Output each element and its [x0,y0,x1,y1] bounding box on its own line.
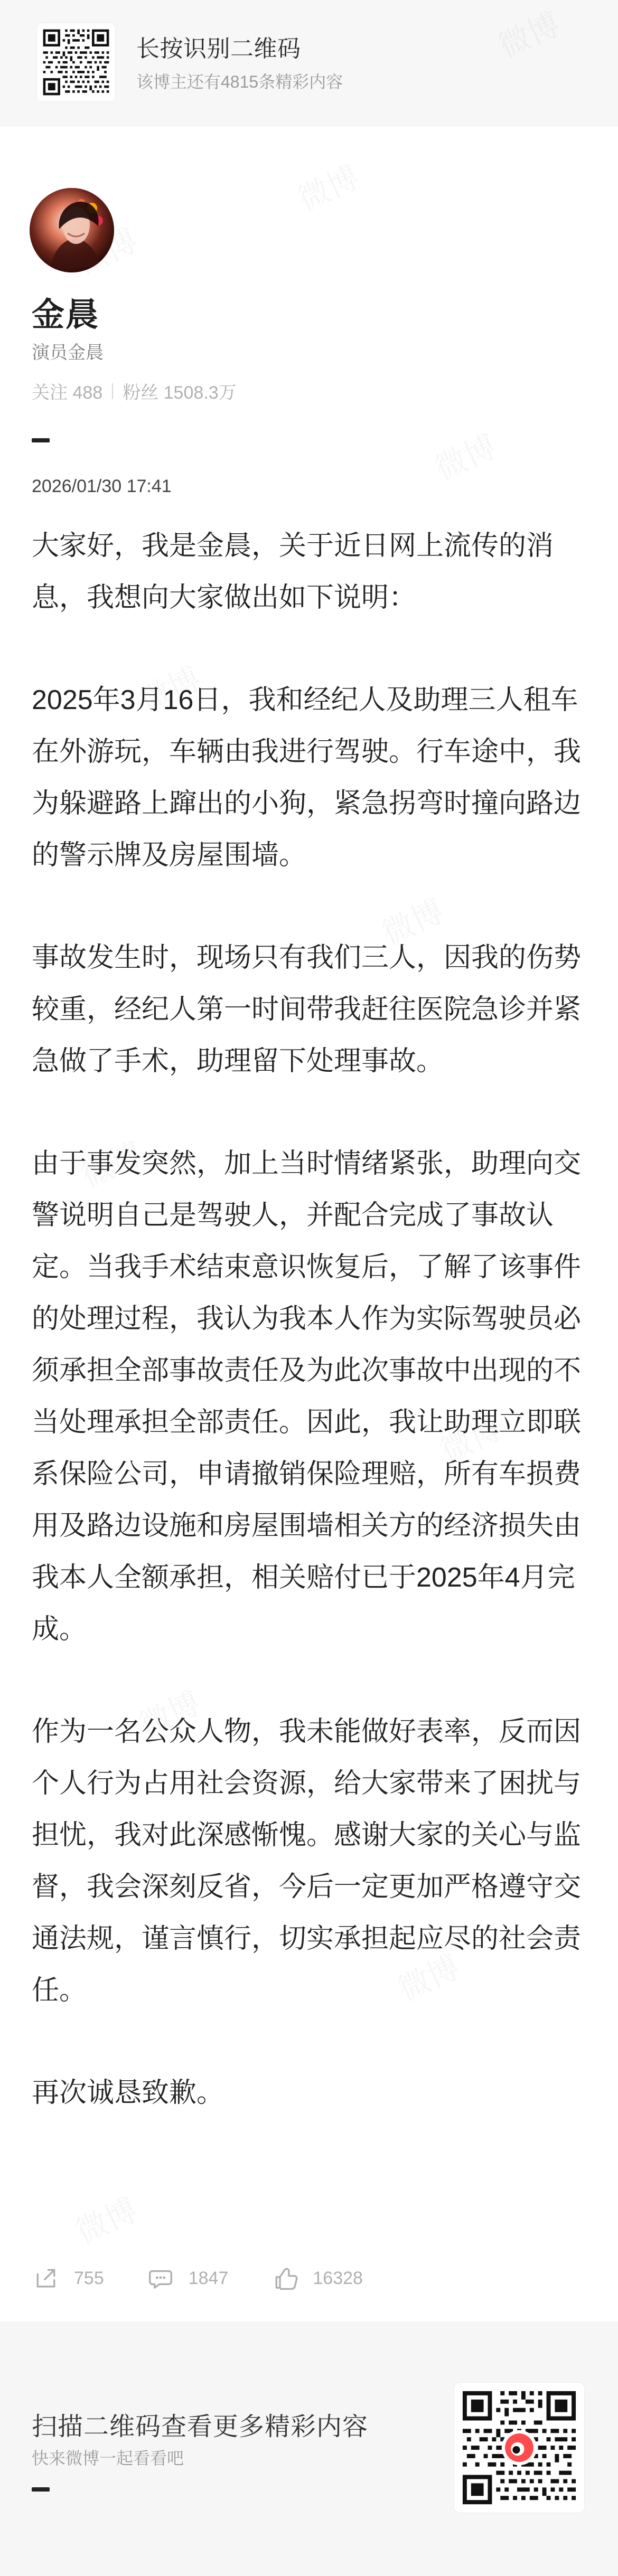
profile-name[interactable]: 金晨 [32,297,100,333]
divider [112,383,113,399]
profile-bio: 演员金晨 [32,343,104,363]
qr-code-icon [41,27,111,98]
repost-button[interactable] [32,2264,104,2292]
comment-button[interactable] [146,2264,229,2292]
post-date: 2026/01/30 17:41 [32,476,172,496]
repost-count: 755 [74,2268,104,2288]
like-count: 16328 [313,2268,363,2288]
comment-icon [146,2264,175,2292]
post-paragraph: 由于事发突然，加上当时情绪紧张，助理向交警说明自己是驾驶人，并配合完成了事故认定。当我手术结束意识恢复后，了解了该事件的处理过程，我认为我本人作为实际驾驶员必须承担全部事故责任及为此次事故中出现的不当处理承担全部责任。因此，我让助理立即联系保险公司，申请撤销保险理赔，所有车损费用及路边设施和房屋围墙相关方的经济损失由我本人全额承担，相关赔付已于2025年4月完成。 [32,1148,582,1645]
footer-title: 扫描二维码查看更多精彩内容 [32,2413,369,2441]
post-paragraph: 事故发生时，现场只有我们三人，因我的伤势较重，经纪人第一时间带我赶往医院急诊并紧急做了手术，助理留下处理事故。 [32,942,582,1077]
post-actions [32,2260,586,2297]
share-icon [32,2264,60,2292]
post-paragraph: 2025年3月16日，我和经纪人及助理三人租车在外游玩，车辆由我进行驾驶。行车途中，我为躲避路上蹿出的小狗，紧急拐弯时撞向路边的警示牌及房屋围墙。 [32,685,582,871]
top-banner [0,0,618,126]
thumb-up-icon [270,2264,299,2292]
avatar[interactable] [30,188,114,272]
watermark [289,153,366,221]
watermark [426,422,503,490]
post-paragraph: 大家好，我是金晨，关于近日网上流传的消息，我想向大家做出如下说明： [32,531,554,613]
top-banner-title: 长按识别二维码 [136,36,301,62]
footer-qr-code[interactable] [454,2383,584,2513]
post-paragraph: 作为一名公众人物，我未能做好表率，反而因个人行为占用社会资源，给大家带来了困扰与担忧，我对此深感惭愧。感谢大家的关心与监督，我会深刻反省，今后一定更加严格遵守交通法规，谨言慎行，切实承担起应尽的社会责任。 [32,1716,582,2006]
footer-divider [32,2487,50,2492]
qr-code-icon [458,2387,580,2508]
followers-count[interactable]: 粉丝 1508.3万 [123,383,237,403]
section-divider [32,438,50,442]
post-body [32,520,586,2119]
top-banner-subtitle: 该博主还有4815条精彩内容 [136,72,343,91]
watermark [67,2185,144,2253]
footer-subtitle: 快来微博一起看看吧 [32,2449,184,2468]
footer [0,2322,618,2576]
profile-stats [32,378,237,404]
like-button[interactable] [270,2264,363,2292]
comment-count: 1847 [188,2268,229,2288]
following-count[interactable]: 关注 488 [32,383,103,403]
qr-code[interactable] [37,23,115,101]
post-paragraph: 再次诚恳致歉。 [32,2078,224,2108]
weibo-logo-icon [502,2430,537,2466]
